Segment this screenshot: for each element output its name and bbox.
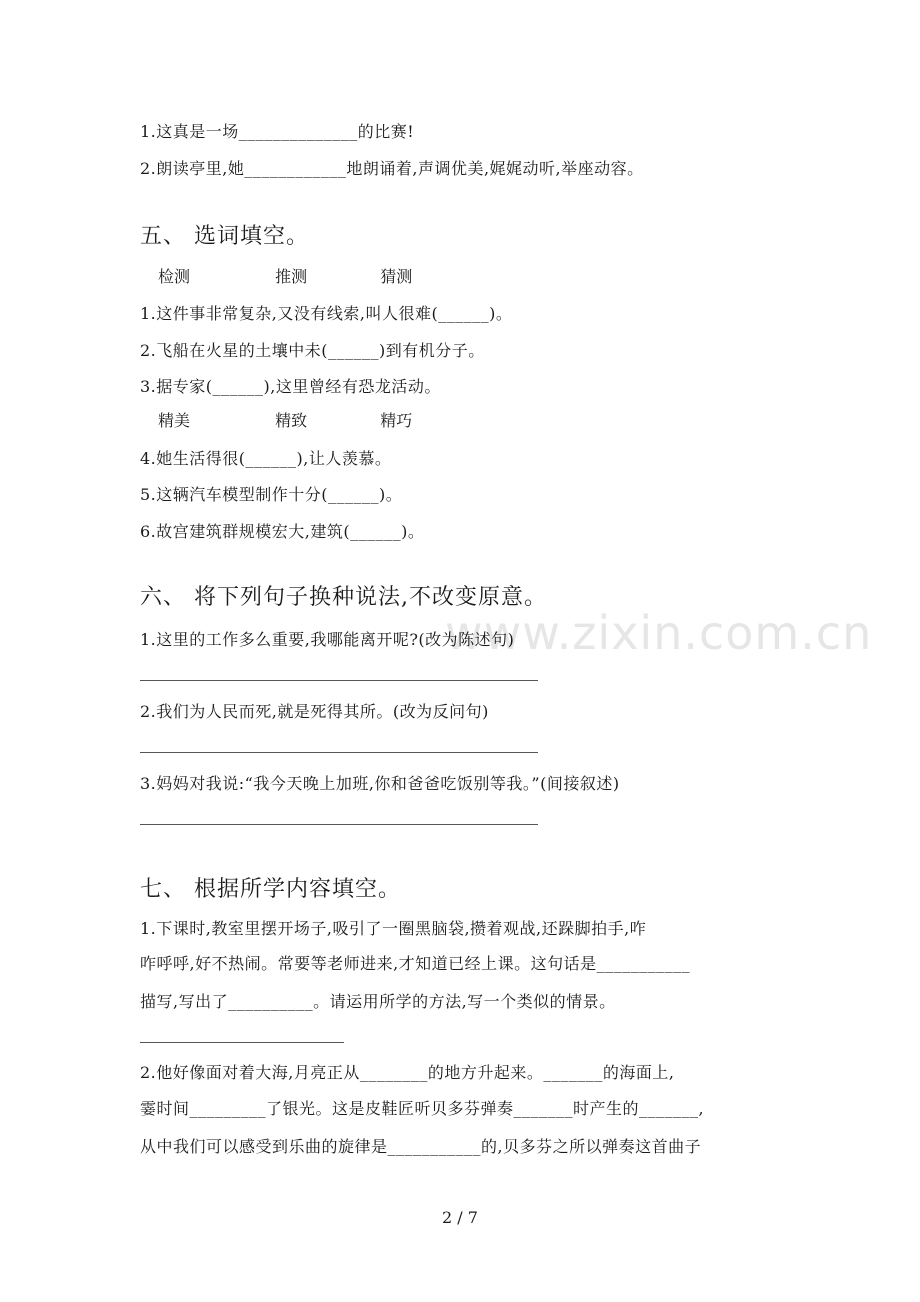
question-7-2-line-3: 从中我们可以感受到乐曲的旋律是___________的,贝多芬之所以弹奏这首曲子 [140, 1137, 702, 1156]
question-6-2: 2.我们为人民而死,就是死得其所。(改为反问句) [140, 702, 489, 721]
word-choice: 猜测 [380, 267, 413, 286]
question-5-1: 1.这件事非常复杂,又没有线索,叫人很难(______)。 [140, 304, 513, 323]
section-5-heading: 五、 选词填空。 [140, 224, 309, 249]
question-6-1: 1.这里的工作多么重要,我哪能离开呢?(改为陈述句) [140, 630, 515, 649]
section-7-heading: 七、 根据所学内容填空。 [140, 877, 401, 902]
question-7-2-line-2: 霎时间_________了银光。这是皮鞋匠听贝多芬弹奏_______时产生的_______, [140, 1099, 705, 1118]
question-7-1-line-2: 咋呼呼,好不热闹。常要等老师进来,才知道已经上课。这句话是___________ [140, 954, 691, 973]
answer-line[interactable] [140, 680, 538, 681]
page-number: 2 / 7 [442, 1208, 478, 1227]
answer-line[interactable] [140, 824, 538, 825]
word-choices-group-1 [158, 264, 412, 287]
word-choices-group-2 [158, 408, 412, 431]
watermark: www.zixin.com.cn [445, 606, 873, 660]
question-7-1-line-1: 1.下课时,教室里摆开场子,吸引了一圈黑脑袋,攒着观战,还跺脚拍手,咋 [140, 919, 647, 938]
word-choice: 检测 [158, 267, 191, 286]
answer-line[interactable] [140, 1042, 344, 1043]
section-6-heading: 六、 将下列句子换种说法,不改变原意。 [140, 585, 547, 610]
question-5-5: 5.这辆汽车模型制作十分(______)。 [140, 485, 403, 504]
question-4-2: 2.朗读亭里,她____________地朗诵着,声调优美,娓娓动听,举座动容。 [140, 159, 644, 178]
question-5-4: 4.她生活得很(______),让人羡慕。 [140, 449, 392, 468]
question-6-3: 3.妈妈对我说:“我今天晚上加班,你和爸爸吃饭别等我。”(间接叙述) [140, 774, 620, 793]
word-choice: 精美 [158, 411, 191, 430]
question-5-2: 2.飞船在火星的土壤中未(______)到有机分子。 [140, 341, 485, 360]
question-7-2-line-1: 2.他好像面对着大海,月亮正从________的地方升起来。_______的海面上, [140, 1063, 675, 1082]
word-choice: 精致 [275, 411, 308, 430]
question-5-6: 6.故宫建筑群规模宏大,建筑(______)。 [140, 522, 425, 541]
word-choice: 精巧 [380, 411, 413, 430]
question-5-3: 3.据专家(______),这里曾经有恐龙活动。 [140, 377, 441, 396]
question-4-1: 1.这真是一场______________的比赛! [140, 122, 415, 141]
answer-line[interactable] [140, 752, 538, 753]
question-7-1-line-3: 描写,写出了__________。请运用所学的方法,写一个类似的情景。 [140, 992, 616, 1011]
word-choice: 推测 [275, 267, 308, 286]
